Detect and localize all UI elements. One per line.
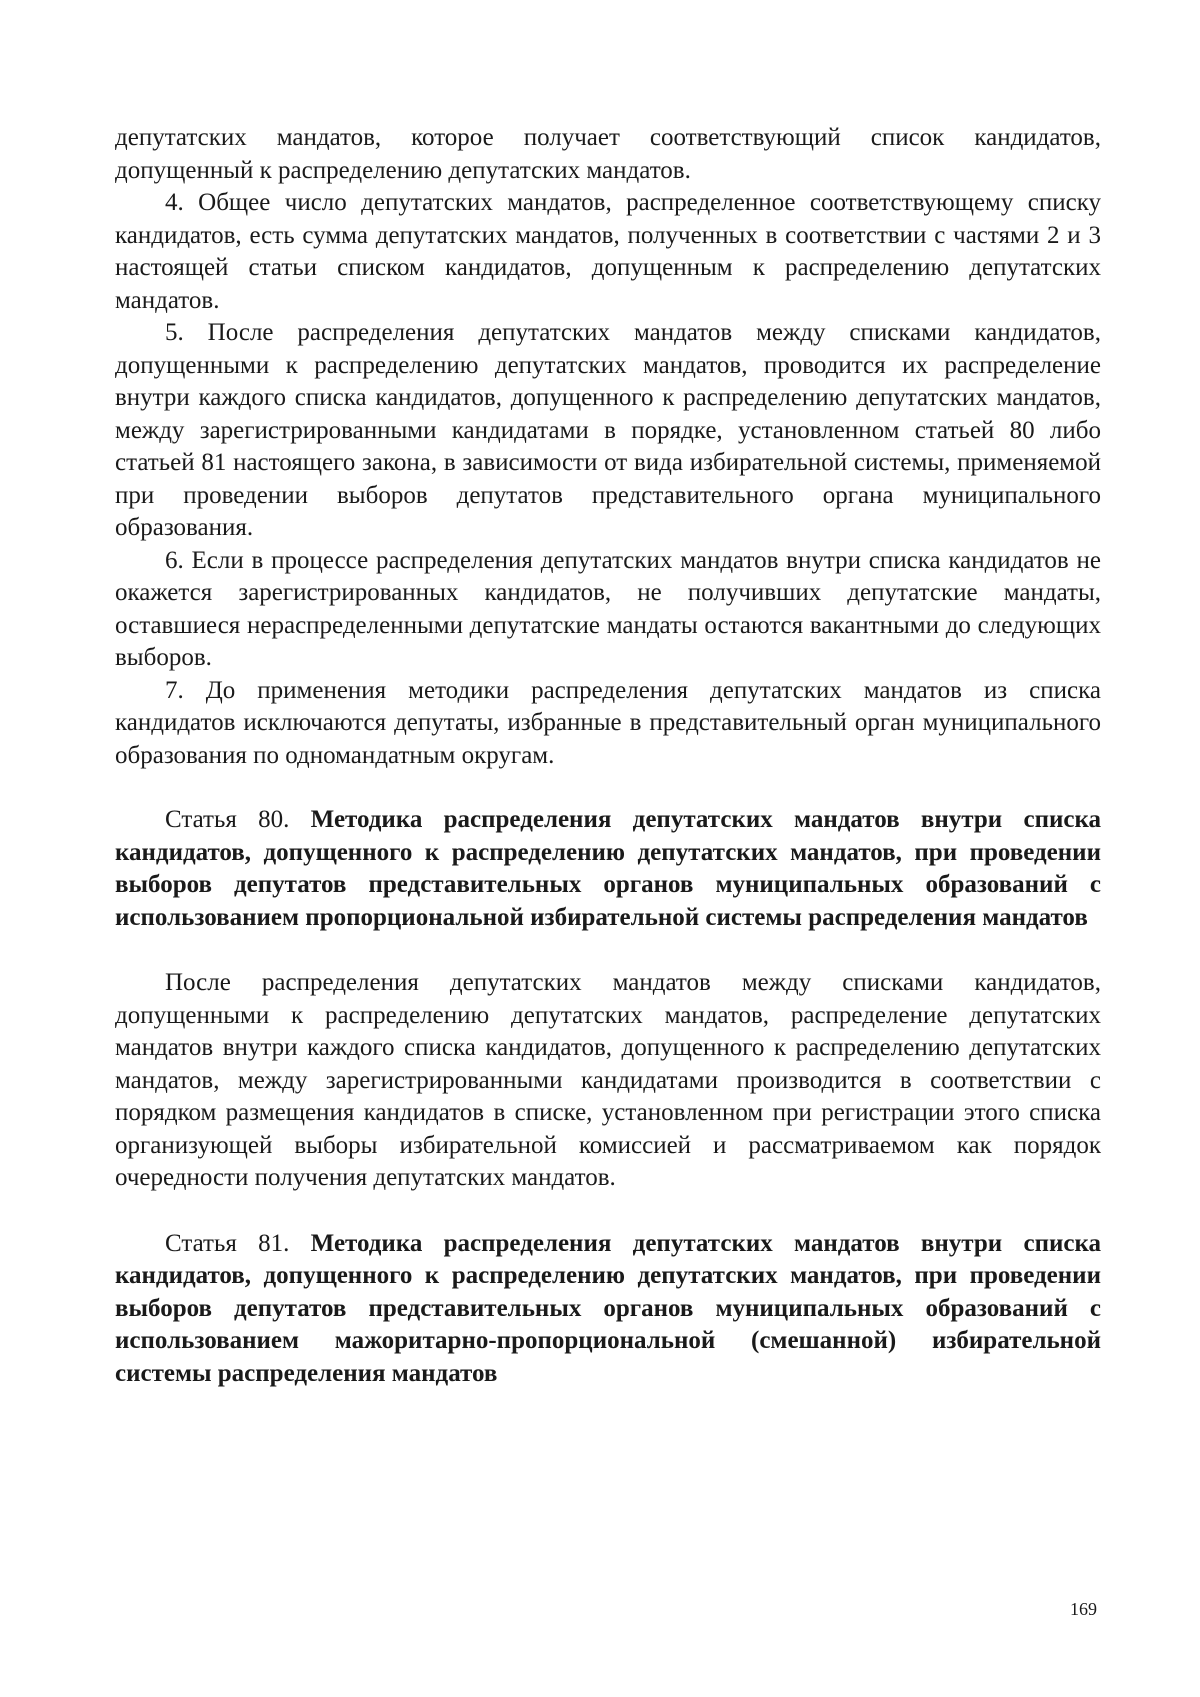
article-80-title: Методика распределения депутатских мандатов внутри списка кандидатов, допущенного к распределению депутатских мандатов, при проведении выборов депутатов представительных органов муниципальных образований с использованием пропорциональной избирательной системы распределения мандатов (115, 806, 1102, 931)
paragraph-6: 6. Если в процессе распределения депутатских мандатов внутри списка кандидатов не окажется зарегистрированных кандидатов, не получивших депутатские мандаты, оставшиеся нераспределенными депутатские мандаты остаются вакантными до следующих выборов. (115, 546, 1101, 671)
paragraph-7: 7. До применения методики распределения депутатских мандатов из списка кандидатов исключаются депутаты, избранные в представительный орган муниципального образования по одномандатным округам. (115, 676, 1101, 769)
article-80-body: После распределения депутатских мандатов между списками кандидатов, допущенными к распределению депутатских мандатов, распределение депутатских мандатов внутри каждого списка кандидатов, допущенного к распределению депутатских мандатов, между зарегистрированными кандидатами производится в соответствии с порядком размещения кандидатов в списке, установленном при регистрации этого списка организующей выборы избирательной комиссией и рассматриваемом как порядок очередности получения депутатских мандатов. (115, 969, 1101, 1191)
article-80-heading (115, 804, 1101, 934)
article-80-number: Статья 80. (165, 806, 290, 833)
page-content (115, 122, 1101, 1390)
page-number: 169 (1070, 1599, 1097, 1619)
article-81-heading (115, 1228, 1101, 1391)
paragraph-5: 5. После распределения депутатских мандатов между списками кандидатов, допущенными к распределению депутатских мандатов, проводится их распределение внутри каждого списка кандидатов, допущенного к распределению депутатских мандатов, между зарегистрированными кандидатами в порядке, установленном статьей 80 либо статьей 81 настоящего закона, в зависимости от вида избирательной системы, применяемой при проведении выборов депутатов представительного органа муниципального образования. (115, 319, 1101, 541)
article-81-number: Статья 81. (165, 1229, 290, 1257)
paragraph-3-continuation: депутатских мандатов, которое получает соответствующий список кандидатов, допущенный к распределению депутатских мандатов. (115, 124, 1101, 184)
article-81-title: Методика распределения депутатских мандатов внутри списка кандидатов, допущенного к распределению депутатских мандатов, при проведении выборов депутатов представительных органов муниципальных образований с использованием мажоритарно-пропорциональной (смешанной) избирательной системы распределения мандатов (115, 1229, 1102, 1387)
paragraph-4: 4. Общее число депутатских мандатов, распределенное соответствующему списку кандидатов, есть сумма депутатских мандатов, полученных в соответствии с частями 2 и 3 настоящей статьи списком кандидатов, допущенным к распределению депутатских мандатов. (115, 189, 1101, 314)
